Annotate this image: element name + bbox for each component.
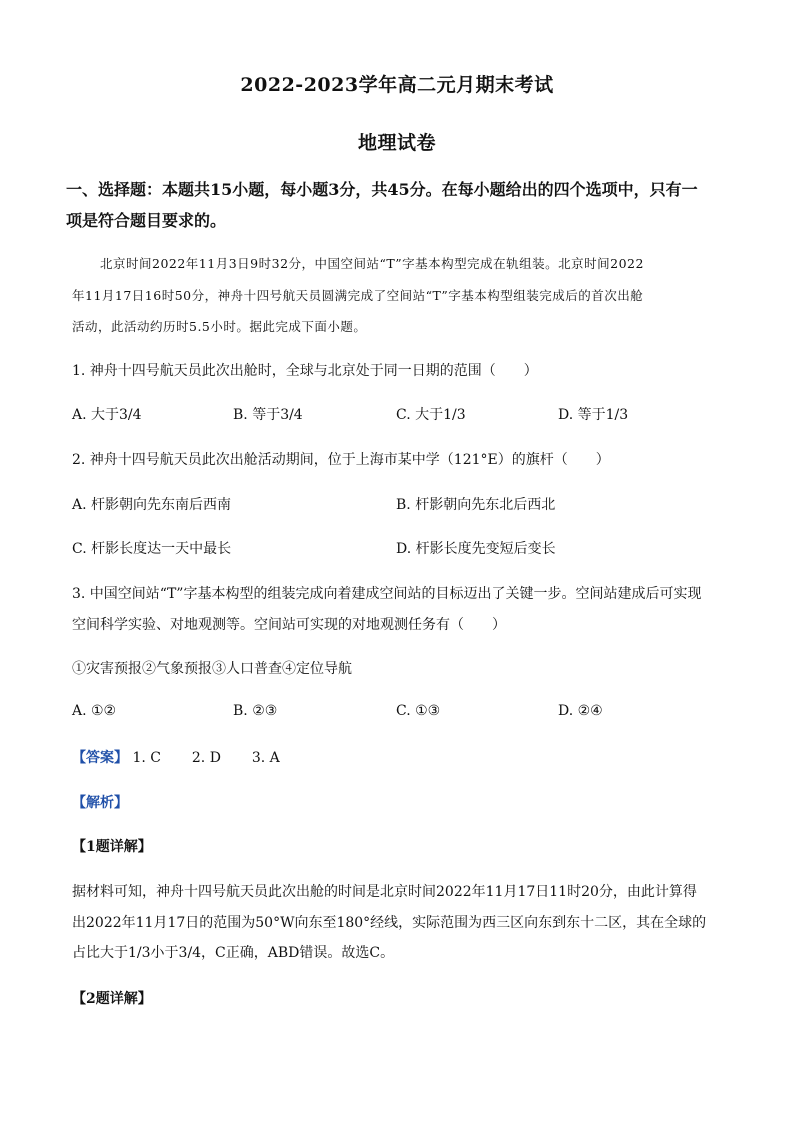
material-line1: 北京时间2022年11月3日9时32分，中国空间站“T”字基本构型完成在轨组装。北京时间2022 bbox=[100, 256, 644, 271]
question-3-option-c: C. ①③ bbox=[396, 703, 441, 719]
section-heading-line1: 一、选择题：本题共15小题，每小题3分，共45分。在每小题给出的四个选项中，只有一 bbox=[66, 180, 698, 199]
analysis-1-line3: 占比大于1/3小于3/4，C正确，ABD错误。故选C。 bbox=[72, 945, 395, 961]
answer-label: 【答案】 bbox=[72, 750, 128, 766]
question-3-option-a: A. ①② bbox=[72, 703, 117, 719]
question-3-stem-line1: 3. 中国空间站“T”字基本构型的组装完成向着建成空间站的目标迈出了关键一步。空间站建成后可实现 bbox=[72, 586, 702, 602]
material-line2: 年11月17日16时50分，神舟十四号航天员圆满完成了空间站“T”字基本构型组装完成后的首次出舱 bbox=[72, 288, 644, 303]
question-2-stem: 2. 神舟十四号航天员此次出舱活动期间，位于上海市某中学（121°E）的旗杆（ ） bbox=[72, 452, 610, 468]
exam-subject: 地理试卷 bbox=[357, 132, 436, 154]
question-1-option-c: C. 大于1/3 bbox=[396, 407, 466, 423]
analysis-label: 【解析】 bbox=[72, 795, 128, 811]
analysis-1-line2: 出2022年11月17日的范围为50°W向东至180°经线，实际范围为西三区向东到东十二区，其在全球的 bbox=[72, 915, 707, 931]
question-1-stem: 1. 神舟十四号航天员此次出舱时，全球与北京处于同一日期的范围（ ） bbox=[72, 363, 538, 379]
exam-title: 2022-2023学年高二元月期末考试 bbox=[240, 74, 554, 96]
analysis-1-line1: 据材料可知，神舟十四号航天员此次出舱的时间是北京时间2022年11月17日11时20分，由此计算得 bbox=[72, 884, 697, 900]
question-2-option-b: B. 杆影朝向先东北后西北 bbox=[396, 497, 556, 513]
question-2-detail-label: 【2题详解】 bbox=[72, 991, 152, 1007]
question-1-option-a: A. 大于3/4 bbox=[72, 407, 142, 423]
question-2-option-a: A. 杆影朝向先东南后西南 bbox=[72, 497, 232, 513]
section-heading-line2: 项是符合题目要求的。 bbox=[66, 211, 227, 230]
question-3-items: ①灾害预报②气象预报③人口普查④定位导航 bbox=[72, 661, 352, 677]
question-1-detail-label: 【1题详解】 bbox=[72, 839, 152, 855]
question-3-option-b: B. ②③ bbox=[233, 703, 278, 719]
answer-3: 3. A bbox=[251, 750, 280, 766]
question-1-option-b: B. 等于3/4 bbox=[233, 407, 303, 423]
question-3-stem-line2: 空间科学实验、对地观测等。空间站可实现的对地观测任务有（ ） bbox=[72, 617, 506, 633]
question-2-option-c: C. 杆影长度达一天中最长 bbox=[72, 541, 232, 557]
question-2-option-d: D. 杆影长度先变短后变长 bbox=[396, 541, 556, 557]
answer-1: 1. C bbox=[132, 750, 161, 766]
answer-2: 2. D bbox=[191, 750, 221, 766]
answer-block bbox=[72, 747, 280, 767]
material-line3: 活动，此活动约历时5.5小时。据此完成下面小题。 bbox=[72, 319, 367, 334]
question-1-option-d: D. 等于1/3 bbox=[558, 407, 629, 423]
question-3-option-d: D. ②④ bbox=[558, 703, 603, 719]
